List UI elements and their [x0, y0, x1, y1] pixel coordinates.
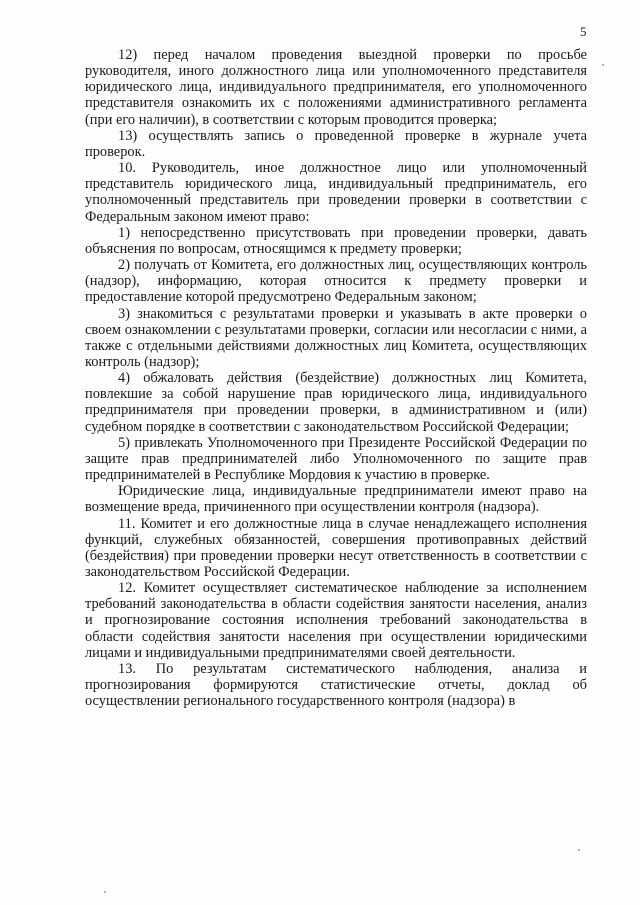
paragraph-section-10: 10. Руководитель, иное должностное лицо или уполномоченный представитель юридического лица, индивидуальный предприниматель, его уполномоченный представитель при проведении проверки в соответствии с Федеральным законом имеют право:: [85, 160, 587, 225]
paragraph-right-4: 4) обжаловать действия (бездействие) должностных лиц Комитета, повлекшие за собой нарушение прав юридического лица, индивидуального предпринимателя при проведении проверки, в административном и (или) судебном порядке в соответствии с законодательством Российской Федерации;: [85, 370, 587, 435]
document-body: [85, 47, 587, 709]
paragraph-right-1: 1) непосредственно присутствовать при проведении проверки, давать объяснения по вопросам, относящимся к предмету проверки;: [85, 224, 587, 257]
paragraph-section-13: 13. По результатам систематического наблюдения, анализа и прогнозирования формируются статистические отчеты, доклад об осуществлении регионального государственного контроля (надзора) в: [85, 660, 587, 710]
scan-speck: [104, 891, 106, 893]
paragraph-section-11: 11. Комитет и его должностные лица в случае ненадлежащего исполнения функций, служебных обязанностей, совершения противоправных действий (бездействия) при проведении проверки несут ответственность в соответствии с законодательством Российской Федерации.: [85, 515, 587, 580]
page-number: 5: [580, 24, 587, 39]
paragraph-right-2: 2) получать от Комитета, его должностных лиц, осуществляющих контроль (надзор), информацию, которая относится к предмету проверки и предоставление которой предусмотрено Федеральным законом;: [85, 257, 587, 306]
paragraph-right-5: 5) привлекать Уполномоченного при Президенте Российской Федерации по защите прав предпринимателей либо Уполномоченного по защите прав предпринимателей в Республике Мордовия к участию в проверке.: [85, 434, 587, 484]
paragraph-item-13: 13) осуществлять запись о проведенной проверке в журнале учета проверок.: [85, 127, 587, 160]
paragraph-right-3: 3) знакомиться с результатами проверки и указывать в акте проверки о своем ознакомлении с результатами проверки, согласии или несогласии с ними, а также с отдельными действиями должностных лиц Комитета, осуществляющих контроль (надзор);: [85, 305, 587, 370]
paragraph-item-12: 12) перед началом проведения выездной проверки по просьбе руководителя, иного должностного лица или уполномоченного представителя юридического лица, индивидуального предпринимателя, его уполномоченного представителя ознакомить их с положениями административного регламента (при его наличии), в соответствии с которым проводится проверка;: [85, 47, 587, 128]
paragraph-compensation: Юридические лица, индивидуальные предприниматели имеют право на возмещение вреда, причиненного при осуществлении контроля (надзора).: [85, 483, 587, 516]
paragraph-section-12: 12. Комитет осуществляет систематическое наблюдение за исполнением требований законодательства в области содействия занятости населения, анализ и прогнозирование состояния исполнения требований законодательства в области содействия занятости населения при осуществлении юридическими лицами и индивидуальными предпринимателями своей деятельности.: [85, 580, 587, 661]
scan-speck: [602, 64, 604, 66]
scan-speck: [578, 849, 580, 851]
